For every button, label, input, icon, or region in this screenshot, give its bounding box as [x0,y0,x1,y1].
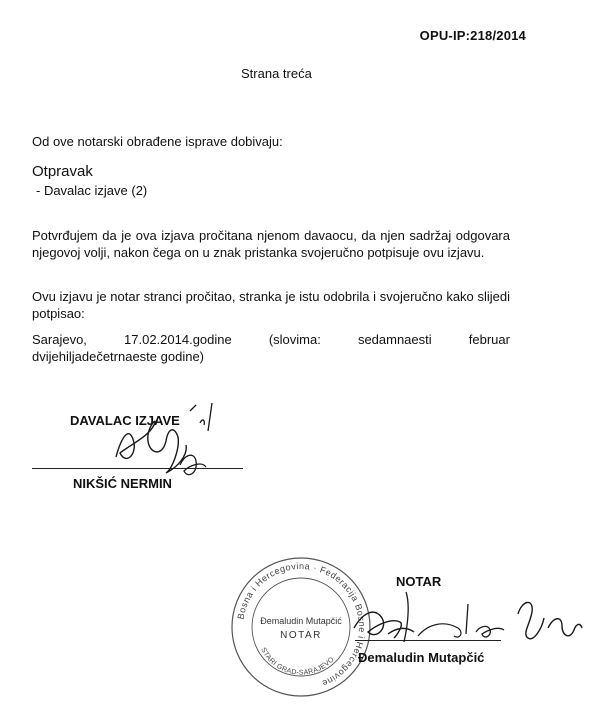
otpravak-item: - Davalac izjave (2) [36,183,148,198]
document-reference: OPU-IP:218/2014 [419,28,526,43]
confirmation-paragraph: Potvrđujem da je ova izjava pročitana njenom davaocu, da njen sadržaj odgovara njegovoj volji, nakon čega on u znak pristanka svojeručno potpisuje ovu izjavu. [32,228,510,260]
notary-name: Đemaludin Mutapčić [358,650,485,665]
notary-label: NOTAR [396,574,442,589]
recipients-heading: Od ove notarski obrađene isprave dobivaju: [32,134,283,149]
date-words-year: dvijehiljadečetrnaeste godine) [32,349,205,364]
stamp-title: NOTAR [280,630,322,641]
stamp-name: Đemaludin Mutapčić [260,616,342,626]
date-line [32,332,510,347]
stamp-location: STARI GRAD-SARAJEVO [259,646,336,677]
declarant-label: DAVALAC IZJAVE [70,413,180,428]
date-words-day: sedamnaesti [357,332,432,347]
reading-paragraph: Ovu izjavu je notar stranci pročitao, stranka je istu odobrila i svojeručno kako slijedi potpisao: [32,289,510,321]
date-words-month: februar [468,332,510,347]
notary-stamp [230,556,372,698]
date-value: 17.02.2014.godine [124,332,232,347]
date-words-label: (slovima: [268,332,321,347]
page-title: Strana treća [241,66,312,81]
notary-signature-line [355,640,501,641]
stamp-outer-text: Bosna i Hercegovina · Federacija Bosne i Hercegovine [235,560,368,689]
date-place: Sarajevo, [32,332,87,347]
svg-text:STARI GRAD-SARAJEVO [259,647,336,677]
declarant-signature-line [32,468,243,469]
otpravak-heading: Otpravak [32,163,93,180]
declarant-name: NIKŠIĆ NERMIN [73,476,172,491]
